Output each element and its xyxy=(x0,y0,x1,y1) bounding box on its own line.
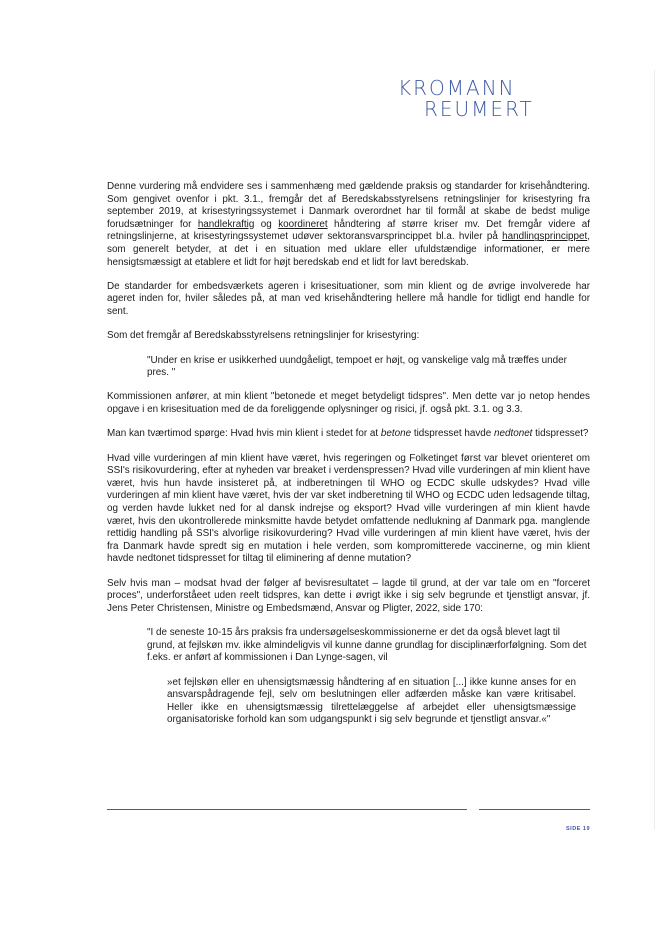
footer-rule-left xyxy=(107,809,467,810)
footer-rule-right xyxy=(479,809,590,810)
paragraph-4: Kommissionen anfører, at min klient "betonede et meget betydeligt tidspres". Men dette var jo netop hendes opgave i en krisesituation med de da foreliggende oplysninger og risici, jf. også pkt. 3.1. og 3.3. xyxy=(107,391,590,416)
italic-term: nedtonet xyxy=(493,428,533,440)
text-run: Denne vurdering må endvidere ses i sammenhæng med gældende praksis og standarder for krisehåndtering. Som gengivet ovenfor i pkt. 3.1., fremgår det af Beredskabsstyrelsens retningslinjer for krisestyring fra september 2019, at krisestyringssystemet i Danmark overordnet har til formål at skabe de bedst mulige forudsætninger for xyxy=(107,181,590,230)
logo-line-1: KROMANN xyxy=(398,76,516,100)
page-edge xyxy=(654,70,655,830)
text-run: og xyxy=(254,218,279,230)
text-run: Man kan tværtimod spørge: Hvad hvis min klient i stedet for at xyxy=(107,428,381,440)
text-run: tidspresset? xyxy=(532,428,589,440)
text-run: håndtering af større kriser mv. Det fremgår videre af retningslinjerne, at krisestyringssystemet udøver sektoransvarsprincippet bl.a. hviler på xyxy=(107,218,590,243)
text-run: , som generelt betyder, at det i en situation med uklare eller ufuldstændige informationer, er mere hensigtsmæssigt at etablere et lidt for højt beredskab end et lidt for lavt beredskab. xyxy=(107,231,590,268)
text-run: tidspresset havde xyxy=(411,428,494,440)
block-quote-2: "I de seneste 10-15 års praksis fra undersøgelseskommissionerne er det da også blevet lagt til grund, at fejlskøn mv. ikke almindeligvis vil kunne danne grundlag for disciplinærforfølgning. Som det f.eks. er anført af kommissionen i Dan Lynge-sagen, vil xyxy=(147,627,587,664)
paragraph-1 xyxy=(107,181,590,269)
underlined-term: handlingsprincippet xyxy=(502,231,588,243)
paragraph-6: Hvad ville vurderingen af min klient have været, hvis regeringen og Folketinget først var blevet orienteret om SSI's risikovurdering, efter at nyheden var breaket i verdenspressen? Hvad ville vurderingen af min klient have været, hvis hun havde insisteret på, at indberetningen til WHO og ECDC skulle udskydes? Hvad ville vurderingen af min klient have været, hvis der var sket indberetning til WHO og ECDC uden ledsagende tiltag, og verden havde lukket ned for al dansk indrejse og eksport? Hvad ville vurderingen af min klient havde været, hvis den ukontrollerede minksmitte havde betydet omfattende nedlukning af Danmark pga. manglende rettidig handling på SSI's alvorlige risikovurdering? Hvad ville vurderingen af min klient have været, hvis der fra Danmark havde spredt sig en mutation i hele verden, som kompromitterede vaccinerne, og min klient havde nedtonet tidspresset for tiltag til eliminering af denne mutation? xyxy=(107,452,590,565)
body-text xyxy=(107,181,590,739)
underlined-term: handlekraftig xyxy=(197,218,255,230)
page-number: SIDE 19 xyxy=(566,826,590,832)
paragraph-2: De standarder for embedsværkets ageren i krisesituationer, som min klient og de øvrige involverede har ageret inden for, hviler således på, at man ved krisehåndtering hellere må handle for tidligt end handle for sent. xyxy=(107,280,590,318)
underlined-term: koordineret xyxy=(278,218,328,230)
nested-quote: »et fejlskøn eller en uhensigtsmæssig håndtering af en situation [...] ikke kunne anses for en ansvarspådragende fejl, selv om beslutningen eller adfærden måske kan være kritisabel. Heller ikke en uhensigtsmæssig tilrettelæggelse af arbejdet eller uhensigtsmæssige organisatoriske forhold kan som udgangspunkt i sig selv begrunde et tjenstligt ansvar.«" xyxy=(167,676,576,726)
italic-term: betone xyxy=(380,428,412,440)
company-logo xyxy=(398,78,534,120)
paragraph-5 xyxy=(107,428,590,441)
logo-line-2: REUMERT xyxy=(424,97,534,121)
paragraph-7: Selv hvis man – modsat hvad der følger af bevisresultatet – lagde til grund, at der var tale om en "forceret proces", underforståeet uden reelt tidspres, kan dette i øvrigt ikke i sig selv begrunde et tjenstligt ansvar, jf. Jens Peter Christensen, Ministre og Embedsmænd, Ansvar og Pligter, 2022, side 170: xyxy=(107,577,590,614)
block-quote-1: "Under en krise er usikkerhed uundgåeligt, tempoet er højt, og vanskelige valg må træffes under pres. " xyxy=(147,354,567,379)
paragraph-3: Som det fremgår af Beredskabsstyrelsens retningslinjer for krisestyring: xyxy=(107,330,420,342)
